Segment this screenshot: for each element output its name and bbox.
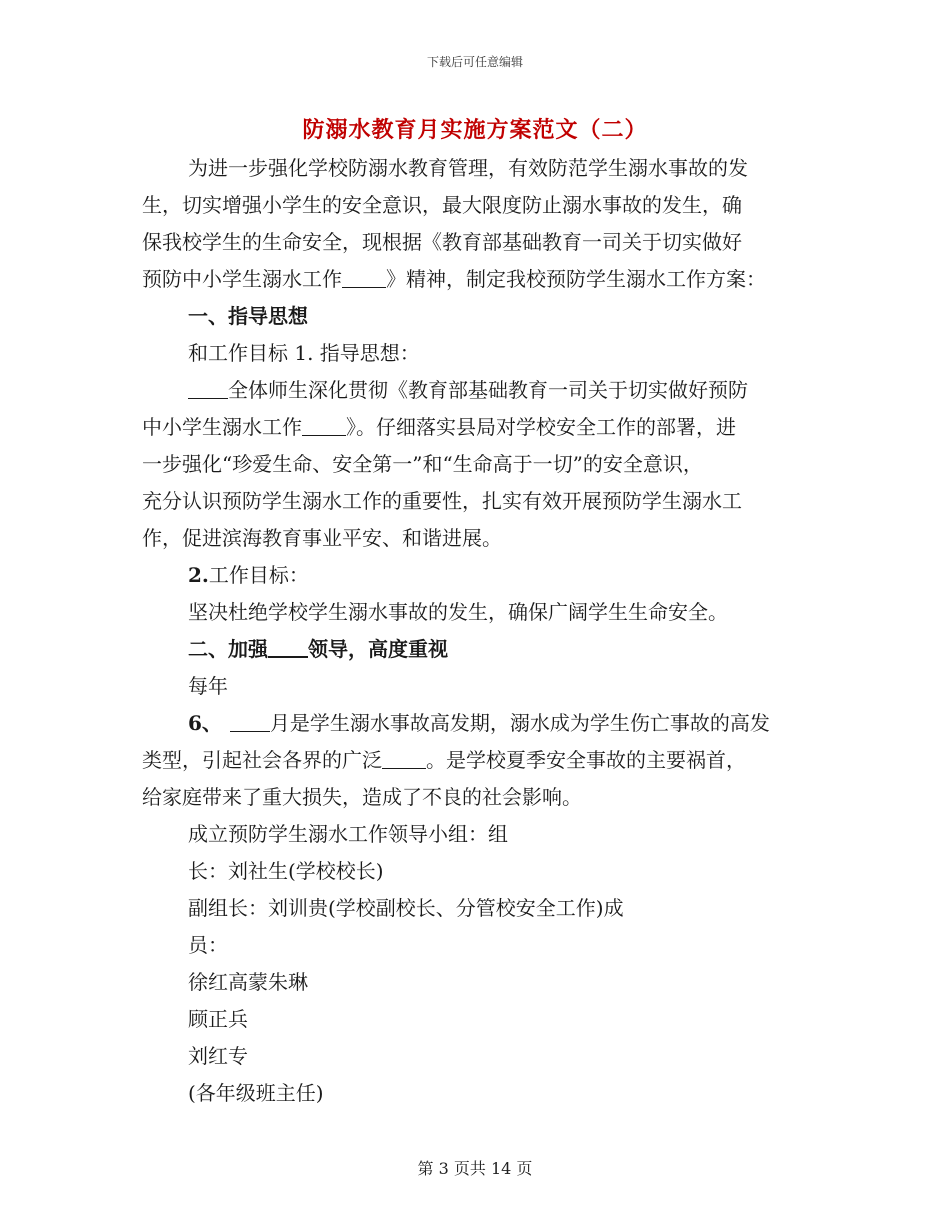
document-body [142, 150, 810, 1112]
blank-underline [268, 636, 308, 658]
document-title: 防溺水教育月实施方案范文（二） [302, 117, 648, 143]
text-run: 。是学校夏季安全事故的主要祸首， [426, 748, 746, 772]
paragraph-line: 给家庭带来了重大损失，造成了不良的社会影响。 [142, 785, 582, 809]
section-heading-2 [142, 631, 810, 668]
blank-underline [382, 748, 426, 769]
blank-underline [342, 267, 386, 288]
text-run: 月是学生溺水事故高发期，溺水成为学生伤亡事故的高发 [269, 711, 770, 735]
paragraph-line: 充分认识预防学生溺水工作的重要性，扎实有效开展预防学生溺水工 [142, 489, 742, 513]
paragraph-line: 成立预防学生溺水工作领导小组：组 [188, 822, 508, 846]
paragraph-line: 生，切实增强小学生的安全意识，最大限度防止溺水事故的发生，确 [142, 193, 742, 217]
text-run: 类型，引起社会各界的广泛 [142, 748, 382, 772]
paragraph-line: 长：刘社生(学校校长) [188, 859, 384, 883]
text-run: 》。仔细落实县局对学校安全工作的部署，进 [346, 415, 736, 439]
paragraph-line: 和工作目标 1. 指导思想： [188, 341, 420, 365]
text-run: 全体师生深化贯彻《教育部基础教育一司关于切实做好预防 [228, 378, 748, 402]
text-run: 预防中小学生溺水工作 [142, 267, 342, 291]
paragraph-line: 坚决杜绝学校学生溺水事故的发生，确保广阔学生生命安全。 [188, 600, 728, 624]
paragraph-line: 副组长：刘训贵(学校副校长、分管校安全工作)成 [188, 896, 624, 920]
blank-underline [230, 711, 270, 732]
paragraph-line: 徐红高蒙朱琳 [188, 970, 308, 994]
paragraph-line: 每年 [188, 674, 228, 698]
paragraph-line: (各年级班主任) [188, 1081, 324, 1105]
text-run: 领导，高度重视 [308, 637, 448, 661]
paragraph-line: 员： [188, 933, 228, 957]
page-footer: 第 3 页共 14 页 [417, 1159, 533, 1178]
paragraph-line: 保我校学生的生命安全，现根据《教育部基础教育一司关于切实做好 [142, 230, 742, 254]
text-run: 》精神，制定我校预防学生溺水工作方案： [386, 267, 766, 291]
text-run: 二、加强 [188, 637, 268, 661]
page-header: 下载后可任意编辑 [426, 55, 523, 69]
paragraph-line [142, 557, 810, 594]
paragraph-line: 刘红专 [188, 1044, 248, 1068]
paragraph-line [142, 372, 810, 409]
section-heading-1: 一、指导思想 [188, 304, 308, 328]
text-run: 中小学生溺水工作 [142, 415, 302, 439]
paragraph-line [142, 742, 810, 779]
blank-underline [188, 378, 228, 399]
paragraph-line: 为进一步强化学校防溺水教育管理，有效防范学生溺水事故的发 [188, 156, 748, 180]
paragraph-line [142, 261, 810, 298]
paragraph-line: 一步强化“珍爱生命、安全第一”和“生命高于一切”的安全意识， [142, 452, 703, 476]
paragraph-line: 作，促进滨海教育事业平安、和谐进展。 [142, 526, 502, 550]
paragraph-line [142, 705, 810, 742]
paragraph-line [142, 409, 810, 446]
text-run: 工作目标： [208, 563, 309, 587]
paragraph-line: 顾正兵 [188, 1007, 248, 1031]
blank-underline [302, 415, 346, 436]
item-number: 6、 [188, 711, 222, 735]
item-number: 2. [188, 563, 209, 587]
